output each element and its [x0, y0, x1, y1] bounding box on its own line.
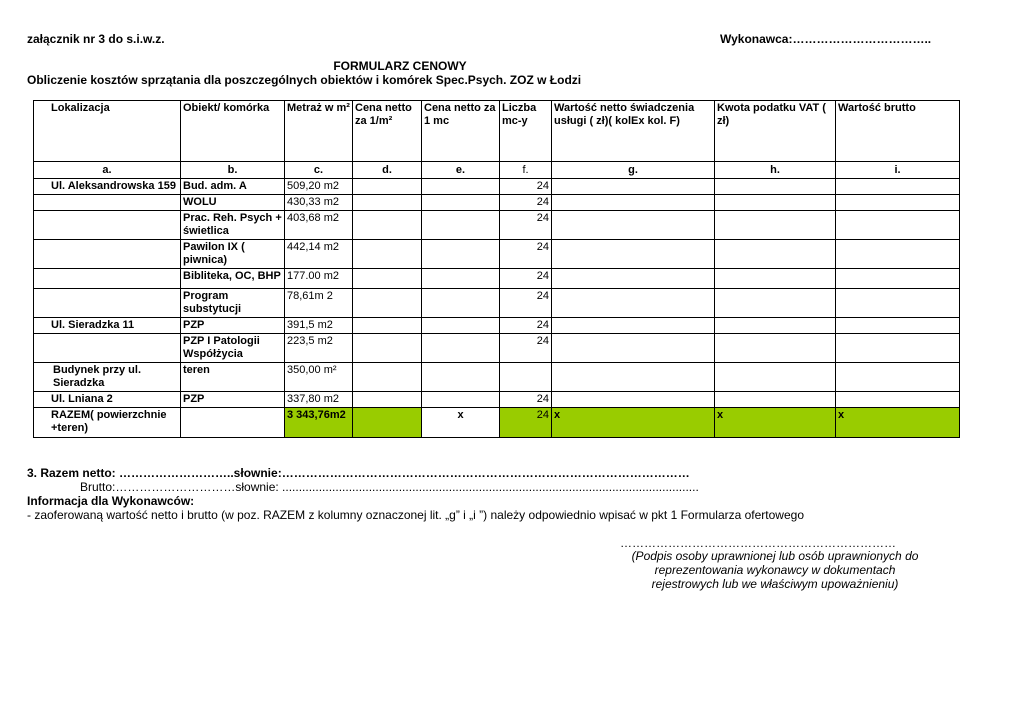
cell-g — [552, 269, 715, 289]
cell-g — [552, 334, 715, 363]
cell-e — [422, 318, 500, 334]
letter-f: f. — [500, 162, 552, 179]
signature-note — [600, 549, 950, 591]
cell-h — [715, 363, 836, 392]
cell-i — [836, 363, 960, 392]
attachment-label: załącznik nr 3 do s.i.w.z. — [27, 32, 165, 46]
cell-d — [353, 240, 422, 269]
cell-object: Pawilon IX ( piwnica) — [181, 240, 285, 269]
cell-h — [715, 392, 836, 408]
cell-location — [34, 269, 181, 289]
letter-e: e. — [422, 162, 500, 179]
total-i: x — [836, 408, 960, 438]
cell-location: Budynek przy ul. Sieradzka — [34, 363, 181, 392]
cell-h — [715, 269, 836, 289]
cell-i — [836, 195, 960, 211]
cell-location — [34, 240, 181, 269]
cell-e — [422, 289, 500, 318]
cell-d — [353, 269, 422, 289]
table-row — [34, 179, 960, 195]
cell-months — [500, 363, 552, 392]
col-header-vat: Kwota podatku VAT ( zł) — [715, 101, 836, 162]
total-row — [34, 408, 960, 438]
info-text: - zaoferowaną wartość netto i brutto (w poz. RAZEM z kolumny oznaczonej lit. „g” i „i ”) należy odpowiednio wpisać w pkt 1 Formularza ofertowego — [27, 508, 804, 522]
form-subtitle: Obliczenie kosztów sprzątania dla poszczególnych obiektów i komórek Spec.Psych. ZOZ w Łodzi — [27, 73, 582, 87]
info-heading: Informacja dla Wykonawców: — [27, 494, 195, 508]
signature-line: …………………………………………………………… — [620, 536, 896, 550]
table-row — [34, 392, 960, 408]
col-header-net-value: Wartość netto świadczenia usługi ( zł)( kolEx kol. F) — [552, 101, 715, 162]
cell-e — [422, 240, 500, 269]
total-net-line: 3. Razem netto: ………………………..słownie:………………………………………………………………………………………… — [27, 466, 690, 480]
cell-g — [552, 392, 715, 408]
table-row — [34, 334, 960, 363]
cell-object: Bud. adm. A — [181, 179, 285, 195]
cell-i — [836, 211, 960, 240]
cell-object: Program substytucji — [181, 289, 285, 318]
cell-months: 24 — [500, 318, 552, 334]
col-header-months: Liczba mc-y — [500, 101, 552, 162]
cell-g — [552, 211, 715, 240]
cell-e — [422, 269, 500, 289]
col-header-gross: Wartość brutto — [836, 101, 960, 162]
cell-months: 24 — [500, 179, 552, 195]
cell-g — [552, 240, 715, 269]
cell-location — [34, 289, 181, 318]
cell-d — [353, 211, 422, 240]
letter-a: a. — [34, 162, 181, 179]
col-header-price-per-m2: Cena netto za 1/m² — [353, 101, 422, 162]
cell-object: PZP I Patologii Współżycia — [181, 334, 285, 363]
cell-h — [715, 334, 836, 363]
letter-d: d. — [353, 162, 422, 179]
cell-area: 509,20 m2 — [285, 179, 353, 195]
cell-g — [552, 363, 715, 392]
cell-g — [552, 318, 715, 334]
letter-b: b. — [181, 162, 285, 179]
cell-area: 442,14 m2 — [285, 240, 353, 269]
letter-c: c. — [285, 162, 353, 179]
cell-area: 350,00 m² — [285, 363, 353, 392]
signature-note-line: rejestrowych lub we właściwym upoważnieniu) — [651, 577, 899, 591]
signature-note-line: reprezentowania wykonawcy w dokumentach — [654, 563, 896, 577]
cell-h — [715, 240, 836, 269]
cell-object: PZP — [181, 318, 285, 334]
cell-object: Bibliteka, OC, BHP — [181, 269, 285, 289]
table-row — [34, 363, 960, 392]
cell-d — [353, 392, 422, 408]
cell-object: PZP — [181, 392, 285, 408]
total-months: 24 — [500, 408, 552, 438]
cell-i — [836, 269, 960, 289]
cell-e — [422, 195, 500, 211]
cell-location — [34, 334, 181, 363]
cell-object: Prac. Reh. Psych + świetlica — [181, 211, 285, 240]
col-header-price-per-month: Cena netto za 1 mc — [422, 101, 500, 162]
cell-location — [34, 211, 181, 240]
cell-location: Ul. Sieradzka 11 — [34, 318, 181, 334]
table-row — [34, 211, 960, 240]
letter-g: g. — [552, 162, 715, 179]
cell-location: Ul. Aleksandrowska 159 — [34, 179, 181, 195]
cell-h — [715, 318, 836, 334]
table-row — [34, 269, 960, 289]
total-object — [181, 408, 285, 438]
cell-area: 177.00 m2 — [285, 269, 353, 289]
cell-location: Ul. Lniana 2 — [34, 392, 181, 408]
cell-months: 24 — [500, 240, 552, 269]
table-row — [34, 195, 960, 211]
col-header-area: Metraż w m² — [285, 101, 353, 162]
table-row — [34, 240, 960, 269]
cell-h — [715, 289, 836, 318]
cell-d — [353, 289, 422, 318]
cell-h — [715, 195, 836, 211]
cell-area: 403,68 m2 — [285, 211, 353, 240]
total-area: 3 343,76m2 — [285, 408, 353, 438]
cell-area: 430,33 m2 — [285, 195, 353, 211]
cell-i — [836, 392, 960, 408]
cell-g — [552, 179, 715, 195]
cell-g — [552, 195, 715, 211]
total-g: x — [552, 408, 715, 438]
price-table — [33, 100, 960, 438]
cell-location — [34, 195, 181, 211]
cell-h — [715, 211, 836, 240]
cell-months: 24 — [500, 195, 552, 211]
cell-area: 337,80 m2 — [285, 392, 353, 408]
total-h: x — [715, 408, 836, 438]
cell-months: 24 — [500, 392, 552, 408]
cell-d — [353, 195, 422, 211]
cell-d — [353, 179, 422, 195]
header-row — [34, 101, 960, 162]
cell-months: 24 — [500, 289, 552, 318]
cell-object: teren — [181, 363, 285, 392]
cell-e — [422, 334, 500, 363]
cell-e — [422, 179, 500, 195]
cell-e — [422, 211, 500, 240]
cell-i — [836, 334, 960, 363]
total-label: RAZEM( powierzchnie +teren) — [34, 408, 181, 438]
table-row — [34, 289, 960, 318]
cell-i — [836, 240, 960, 269]
total-e: x — [422, 408, 500, 438]
cell-months: 24 — [500, 269, 552, 289]
cell-d — [353, 363, 422, 392]
cell-g — [552, 289, 715, 318]
form-title: FORMULARZ CENOWY — [333, 59, 467, 73]
cell-d — [353, 334, 422, 363]
cell-area: 223,5 m2 — [285, 334, 353, 363]
cell-i — [836, 179, 960, 195]
cell-i — [836, 318, 960, 334]
col-header-object: Obiekt/ komórka — [181, 101, 285, 162]
cell-e — [422, 363, 500, 392]
cell-months: 24 — [500, 334, 552, 363]
col-header-location: Lokalizacja — [34, 101, 181, 162]
cell-area: 78,61m 2 — [285, 289, 353, 318]
letter-h: h. — [715, 162, 836, 179]
cell-d — [353, 318, 422, 334]
gross-line: Brutto:…………………………słownie: ............................................................................................................................. — [80, 480, 699, 494]
total-d — [353, 408, 422, 438]
contractor-label: Wykonawca:…………………………….. — [720, 32, 932, 46]
table-row — [34, 318, 960, 334]
cell-i — [836, 289, 960, 318]
letter-i: i. — [836, 162, 960, 179]
cell-e — [422, 392, 500, 408]
cell-object: WOLU — [181, 195, 285, 211]
cell-area: 391,5 m2 — [285, 318, 353, 334]
cell-months: 24 — [500, 211, 552, 240]
column-letter-row — [34, 162, 960, 179]
cell-h — [715, 179, 836, 195]
signature-note-line: (Podpis osoby uprawnionej lub osób uprawnionych do — [631, 549, 919, 563]
